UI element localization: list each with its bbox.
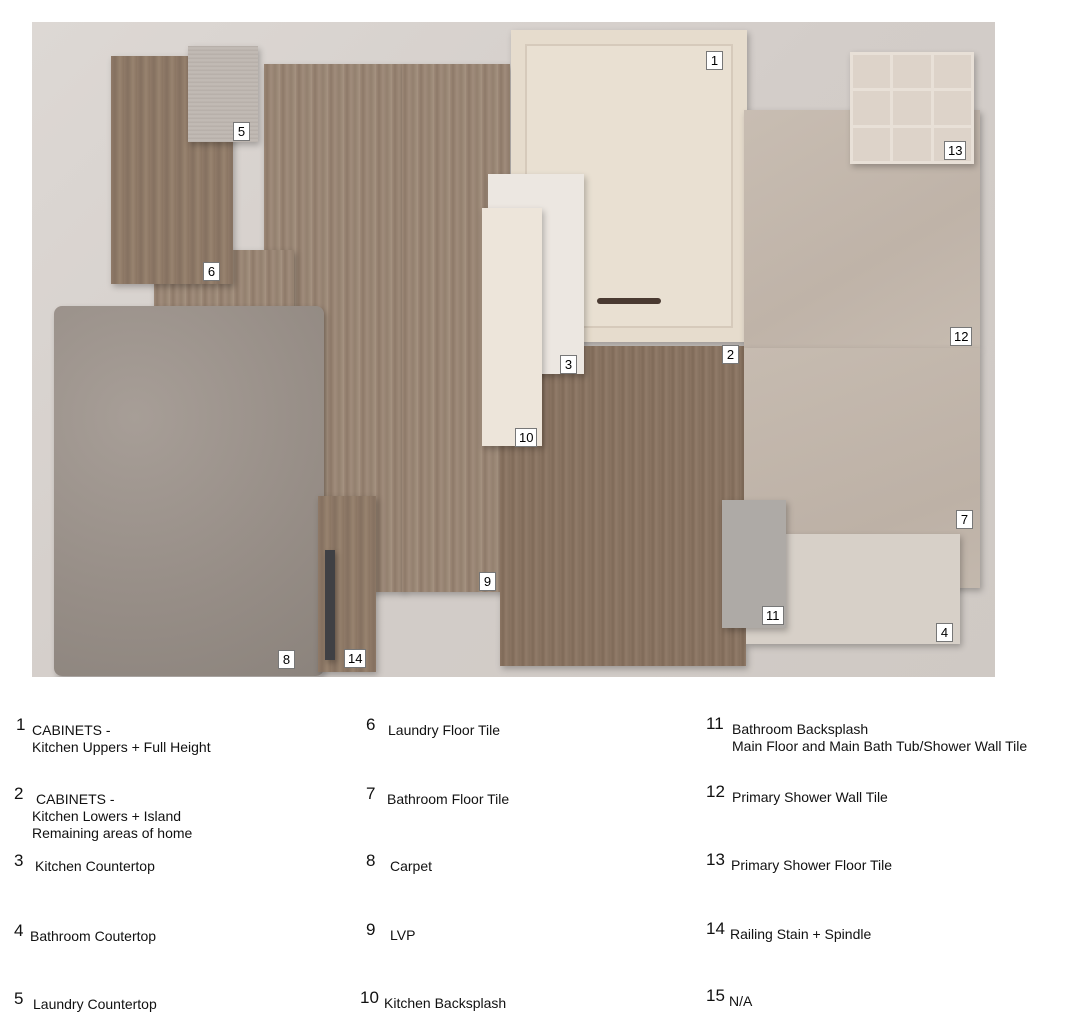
sample-tag-1: 1	[706, 51, 723, 70]
material-board-photo	[32, 22, 995, 677]
spindle-sample	[325, 550, 335, 660]
sample-tag-8: 8	[278, 650, 295, 669]
sample-tag-7: 7	[956, 510, 973, 529]
sample-tag-5: 5	[233, 122, 250, 141]
sample-tag-3: 3	[560, 355, 577, 374]
sample-tag-10: 10	[515, 428, 537, 447]
sample-tag-12: 12	[950, 327, 972, 346]
sample-tag-13: 13	[944, 141, 966, 160]
sample-tag-9: 9	[479, 572, 496, 591]
sample-tag-2: 2	[722, 345, 739, 364]
sample-tag-11: 11	[762, 606, 784, 625]
sample-tag-14: 14	[344, 649, 366, 668]
sample-tag-6: 6	[203, 262, 220, 281]
sample-tag-4: 4	[936, 623, 953, 642]
kitchen-backsplash-sample	[482, 208, 542, 446]
carpet-sample	[54, 306, 324, 676]
